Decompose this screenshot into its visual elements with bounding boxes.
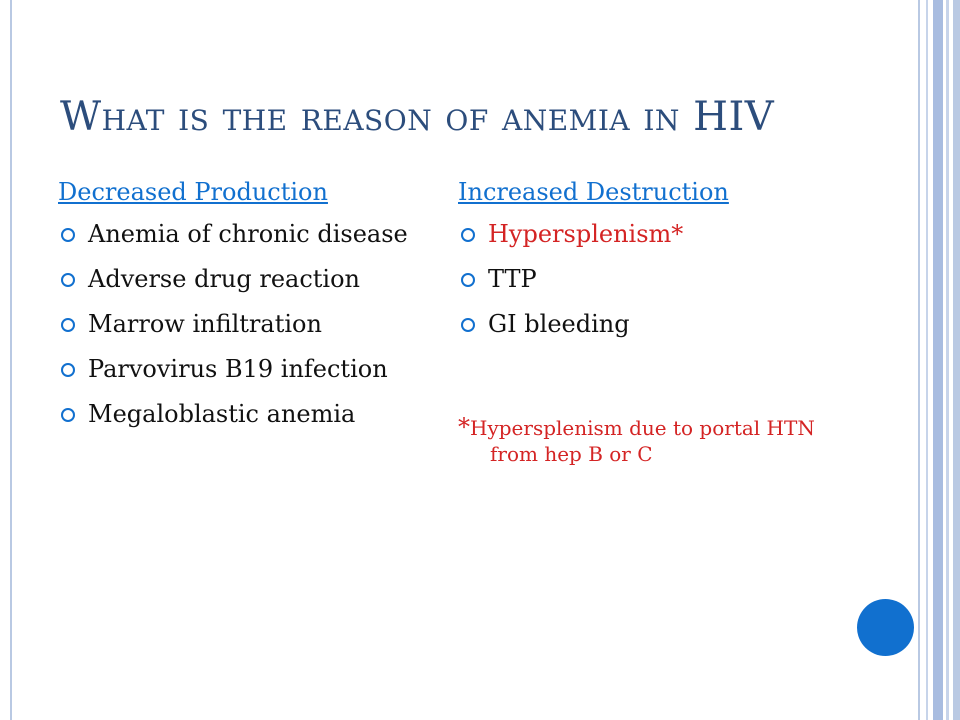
left-border-line [10, 0, 12, 720]
bullet-icon [61, 363, 75, 377]
right-bullet-list [458, 218, 858, 341]
footnote-star: * [458, 413, 470, 441]
right-column [458, 178, 858, 353]
right-border-stripe [933, 0, 943, 720]
bullet-icon [61, 408, 75, 422]
footnote-text: Hypersplenism due to portal HTN from hep B or C [470, 416, 815, 466]
left-bullet-list [58, 218, 438, 431]
right-border-stripe [946, 0, 949, 720]
right-border-stripe [918, 0, 920, 720]
list-item [58, 308, 438, 341]
list-item [458, 263, 858, 296]
left-column-heading: Decreased Production [58, 178, 328, 206]
right-border-stripe [953, 0, 960, 720]
decorative-circle [857, 599, 914, 656]
list-item-text: Adverse drug reaction [88, 265, 361, 293]
left-column [58, 178, 438, 443]
list-item [58, 398, 438, 431]
list-item-text: Hypersplenism* [488, 220, 684, 248]
list-item-text: TTP [488, 265, 537, 293]
list-item-text: GI bleeding [488, 310, 630, 338]
bullet-icon [61, 273, 75, 287]
bullet-icon [461, 228, 475, 242]
list-item-text: Megaloblastic anemia [88, 400, 356, 428]
list-item-text: Anemia of chronic disease [88, 220, 408, 248]
list-item [58, 353, 438, 386]
list-item [58, 263, 438, 296]
list-item [458, 308, 858, 341]
bullet-icon [461, 273, 475, 287]
list-item-text: Marrow infiltration [88, 310, 322, 338]
slide-title: What is the reason of anemia in HIV [60, 94, 775, 140]
right-column-heading: Increased Destruction [458, 178, 729, 206]
bullet-icon [61, 318, 75, 332]
bullet-icon [461, 318, 475, 332]
list-item-text: Parvovirus B19 infection [88, 355, 388, 383]
list-item [458, 218, 858, 251]
list-item [58, 218, 438, 251]
right-border-stripe [926, 0, 928, 720]
footnote [458, 414, 860, 467]
bullet-icon [61, 228, 75, 242]
